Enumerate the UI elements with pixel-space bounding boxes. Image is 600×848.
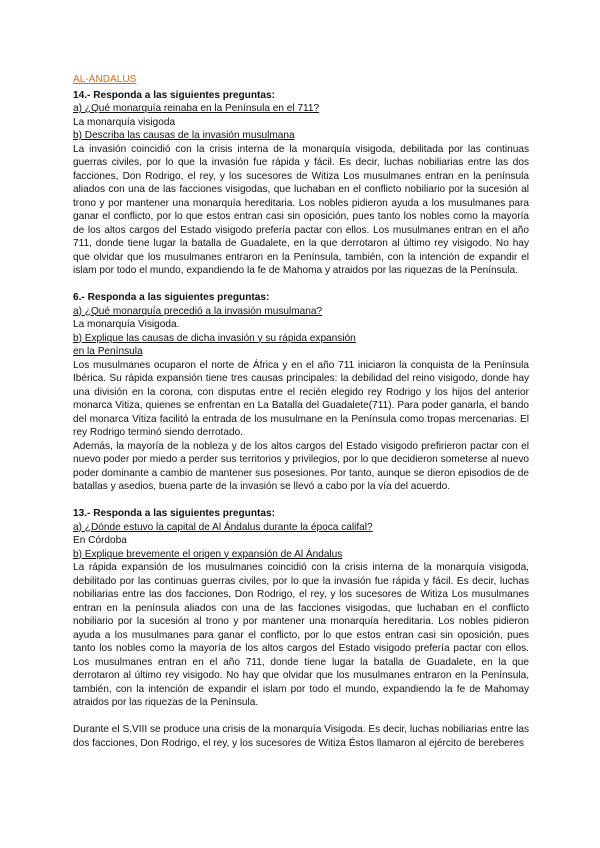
question-b: b) Explique brevemente el origen y expansión de Al Ándalus — [73, 548, 343, 560]
question-a: a) ¿Qué monarquía reinaba en la Península en el 711? — [73, 103, 320, 114]
answer-a: La monarquía visigoda — [73, 116, 176, 128]
document-title: AL-ÁNDALUS — [73, 74, 137, 85]
question-a: a) ¿Dónde estuvo la capital de Al Ándalus durante la época califal? — [73, 521, 373, 533]
answer-b: La invasión coincidió con la crisis interna de la monarquía visigoda, debilitada por las continuas guerras civiles, por lo que la invasión fue rápida y fácil. Es decir, luchas nobiliarias entre las dos facciones, Don Rodrigo, el rey, y los sucesores de Witiza Los musulmanes entran en la península aliados con una de las facciones visigodas, que luchaban en el conflicto nobiliario por la sucesión al trono y por mantener una monarquía hereditaria. Los nobles pidieron ayuda a los musulmanes para ganar el conflicto, por lo que estos entran casi sin oposición, pues tanto los nobles como la mayoría de los altos cargos del Estado visigodo prefería pactar con ellos. Los musulmanes entran en el año 711, donde tiene lugar la batalla de Guadalete, en la que derrotaron al último rey visigodo. No hay que olvidar que los musulmanes entraron en la Península, también, con la intención de expandir el islam por todo el mundo, expandiendo la fe de Mahoma y atraidos por las riquezas de la Península. — [73, 143, 529, 276]
question-b: b) Explique las causas de dicha invasión y su rápida expansión — [73, 332, 356, 344]
answer-a: La monarquía Visigoda. — [73, 319, 180, 330]
answer-b-continued: Durante el S.VIII se produce una crisis de la monarquía Visigoda. Es decir, luchas nobiliarias entre las dos facciones, Don Rodrigo, el rey, y los sucesores de Witiza Éstos llamaron al ejército de bereberes — [73, 724, 529, 749]
section-heading: 13.- Responda a las siguientes preguntas: — [73, 508, 275, 519]
section-heading: 6.- Responda a las siguientes preguntas: — [73, 292, 270, 303]
section-13 — [73, 507, 529, 750]
section-6 — [73, 291, 529, 494]
answer-b: La rápida expansión de los musulmanes coincidió con la crisis interna de la monarquía visigoda, debilitado por las continuas guerras civiles, por lo que la invasión fue rápida y fácil. Es decir, luchas nobiliarias entre las dos facciones, Don Rodrigo, el rey, y los sucesores de Witiza Los musulmanes entran en la península aliados con una de las facciones visigodas, que luchaban en el conflicto nobiliario por la sucesión al trono y por mantener una monarquía hereditaria. Los nobles pidieron ayuda a los musulmanes para ganar el conflicto, por lo que estos entran casi sin oposición, pues tanto los nobles como la mayoría de los altos cargos del Estado visigodo prefería pactar con ellos. Los musulmanes entran en el año 711, donde tiene lugar la batalla de Guadalete, en la que derrotaron al último rey visigodo. No hay que olvidar que los musulmanes entraron en la Península, también, con la intención de expandir el islam por todo el mundo, expandiendo la fe de Mahomay atraidos por las riquezas de la Península. — [73, 562, 529, 708]
section-heading: 14.- Responda a las siguientes preguntas: — [73, 89, 275, 101]
document-page — [73, 73, 529, 764]
question-a: a) ¿Qué monarquía precedió a la invasión musulmana? — [73, 305, 323, 317]
paragraph-gap — [73, 710, 529, 724]
question-b: b) Describa las causas de la invasión musulmana — [73, 130, 295, 141]
answer-a: En Córdoba — [73, 535, 127, 546]
answer-b: Los musulmanes ocuparon el norte de África y en el año 711 iniciaron la conquista de la Península Ibérica. Su rápida expansión tiene tres causas principales: la debilidad del reino visigodo, donde hay una división en la corona, con disputas entre el recién elegido rey Rodrigo y los hijos del anterior monarca Vitiza, quienes se enfrentan en La Batalla del Guadalete(711). Para poder ganarla, el bando del monarca Vitiza facilitó la entrada de los musulmane en la Península como tropas mercenarias. El rey Rodrigo terminó siendo derrotado. — [73, 359, 529, 438]
section-14 — [73, 89, 529, 278]
question-b-continued: en la Península — [73, 346, 143, 357]
answer-b-continued: Además, la mayoría de la nobleza y de los altos cargos del Estado visigodo prefirieron pactar con el nuevo poder por miedo a perder sus territorios y privilegios, por lo que decidieron someterse al nuevo poder dominante a cambio de mantener sus posesiones. Por tanto, aunque se dieron episodios de de batallas y asedios, buena parte de la invasión se llevó a cabo por la vía del acuerdo. — [73, 440, 529, 492]
